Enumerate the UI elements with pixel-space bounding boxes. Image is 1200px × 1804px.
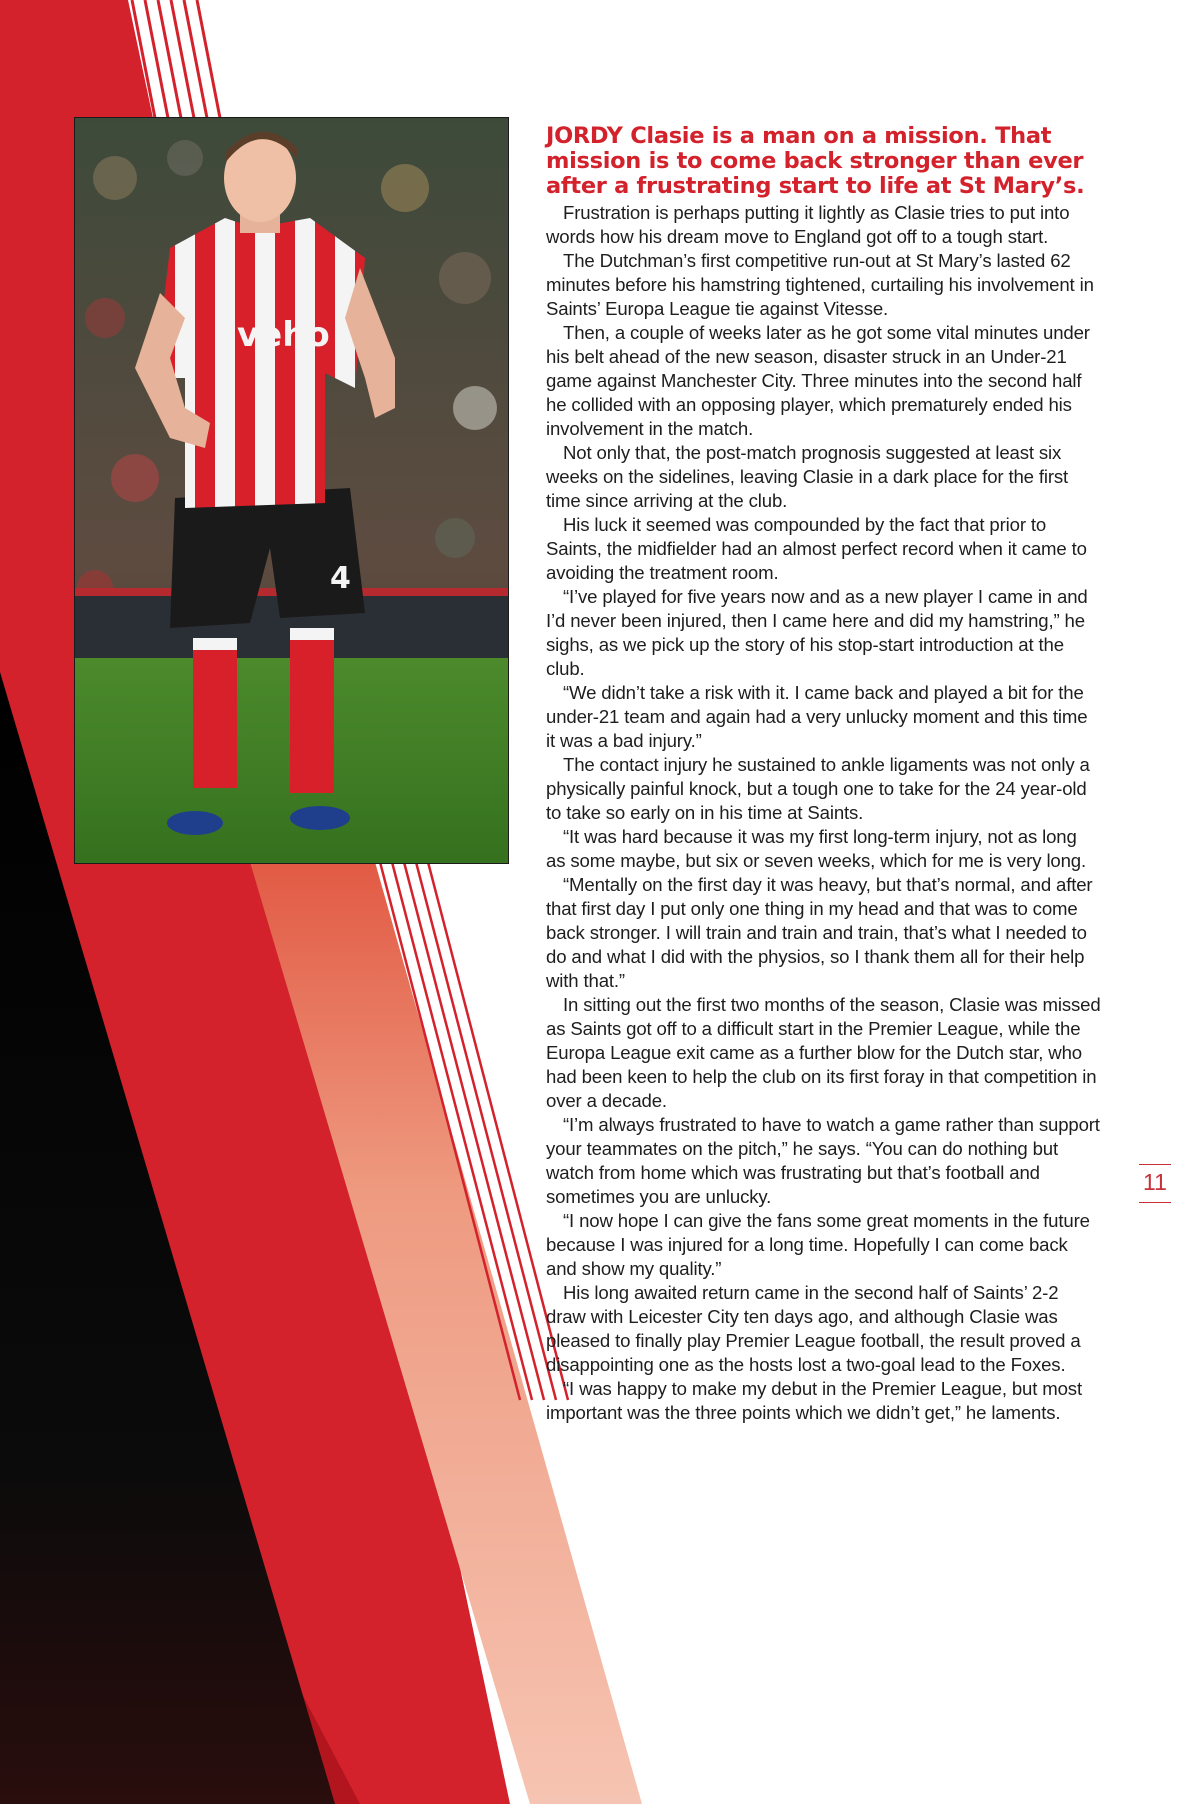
player-photo <box>75 118 508 863</box>
article-paragraph: Not only that, the post-match prognosis suggested at least six weeks on the sidelines, leaving Clasie in a dark place for the first time since arriving at the club. <box>546 442 1069 511</box>
article-paragraph: Then, a couple of weeks later as he got some vital minutes under his belt ahead of the new season, disaster struck in an Under-21 game against Manchester City. Three minutes into the second half he collided with an opposing player, which prematurely ended his involvement in the match. <box>546 322 1090 439</box>
article-paragraph: The Dutchman’s first competitive run-out at St Mary’s lasted 62 minutes before his hamstring tightened, curtailing his involvement in Saints’ Europa League tie against Vitesse. <box>546 250 1094 319</box>
shirt-number-text: 4 <box>330 561 351 596</box>
article-paragraph: His long awaited return came in the second half of Saints’ 2-2 draw with Leicester City ten days ago, and although Clasie was pleased to finally play Premier League football, the result proved a disappointing one as the hosts lost a two-goal lead to the Foxes. <box>546 1282 1081 1375</box>
article-body <box>546 124 1101 1425</box>
page-number: 11 <box>1139 1164 1171 1203</box>
article-paragraph: “I’ve played for five years now and as a new player I came in and I’d never been injured, then I came here and did my hamstring,” he sighs, as we pick up the story of his stop-start introduction at the club. <box>546 586 1088 679</box>
article-paragraph: “Mentally on the first day it was heavy, but that’s normal, and after that first day I put only one thing in my head and that was to come back stronger. I will train and train and train, that’s what I needed to do and what I did with the physios, so I thank them all for their help with that.” <box>546 874 1093 991</box>
article-paragraph: “We didn’t take a risk with it. I came back and played a bit for the under-21 team and again had a very unlucky moment and this time it was a bad injury.” <box>546 682 1088 751</box>
article-paragraph: “I was happy to make my debut in the Premier League, but most important was the three points which we didn’t get,” he laments. <box>546 1378 1082 1423</box>
article-headline: JORDY Clasie is a man on a mission. That mission is to come back stronger than ever after a frustrating start to life at St Mary’s. <box>546 123 1085 199</box>
article-paragraph: His luck it seemed was compounded by the fact that prior to Saints, the midfielder had an almost perfect record when it came to avoiding the treatment room. <box>546 514 1087 583</box>
shirt-sponsor-text: veho <box>237 315 330 355</box>
article-paragraph: In sitting out the first two months of the season, Clasie was missed as Saints got off to a difficult start in the Premier League, while the Europa League exit came as a further blow for the Dutch star, who had been keen to help the club on its first foray in that competition in over a decade. <box>546 994 1101 1111</box>
article-paragraph: Frustration is perhaps putting it lightly as Clasie tries to put into words how his dream move to England got off to a tough start. <box>546 202 1070 247</box>
article-paragraph: “It was hard because it was my first long-term injury, not as long as some maybe, but six or seven weeks, which for me is very long. <box>546 826 1087 871</box>
article-paragraph: The contact injury he sustained to ankle ligaments was not only a physically painful knock, but a tough one to take for the 24 year-old to take so early on in his time at Saints. <box>546 754 1090 823</box>
article-paragraph: “I’m always frustrated to have to watch a game rather than support your teammates on the pitch,” he says. “You can do nothing but watch from home which was frustrating but that’s football and sometimes you are unlucky. <box>546 1114 1100 1207</box>
article-paragraph: “I now hope I can give the fans some great moments in the future because I was injured for a long time. Hopefully I can come back and show my quality.” <box>546 1210 1090 1279</box>
